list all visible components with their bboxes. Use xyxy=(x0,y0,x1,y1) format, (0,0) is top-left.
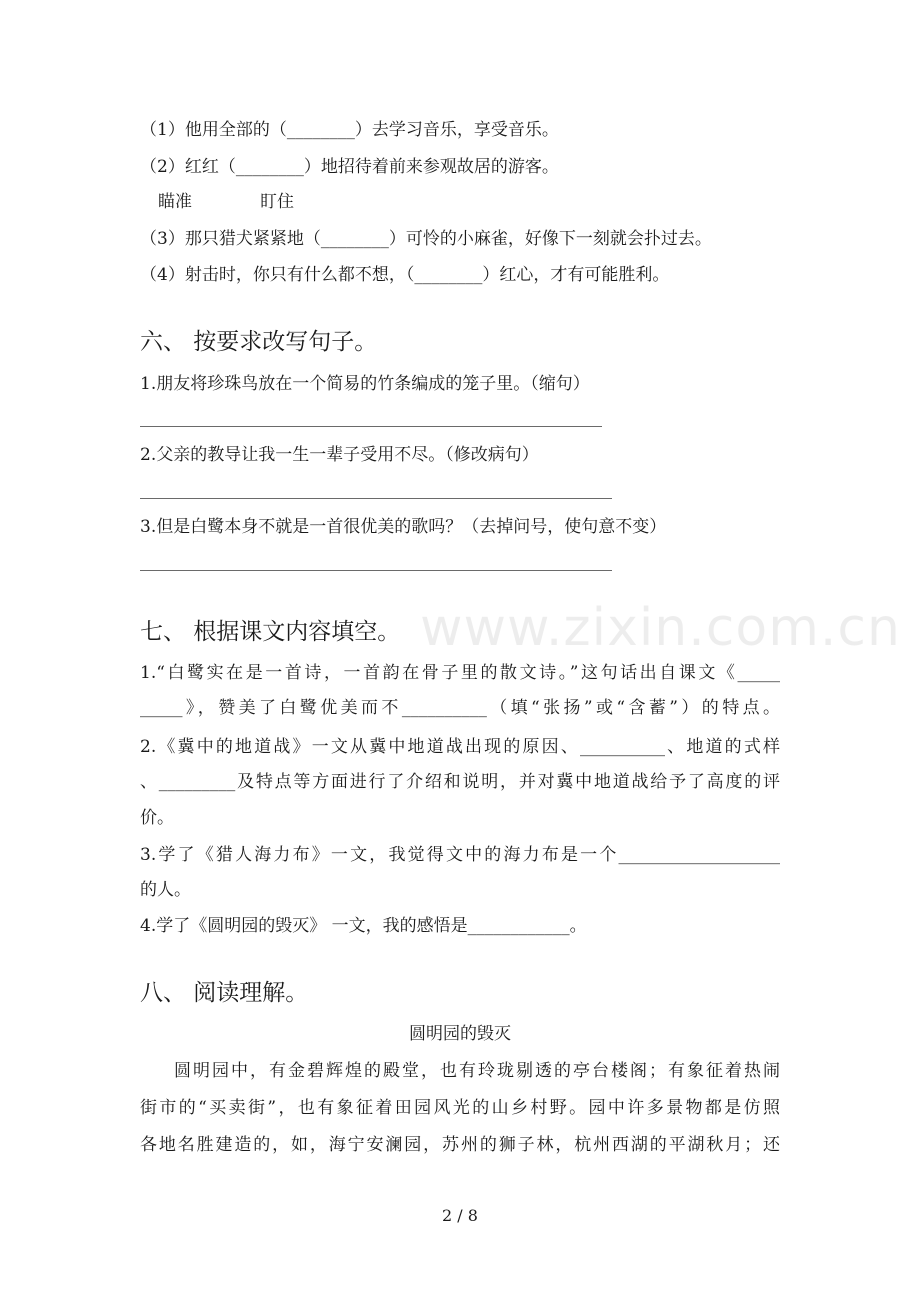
passage-line: 圆明园中，有金碧辉煌的殿堂，也有玲珑剔透的亭台楼阁；有象征着热闹 xyxy=(174,1061,780,1081)
word-choice: 瞄准 xyxy=(158,192,192,212)
question-line: 、_________及特点等方面进行了介绍和说明，并对冀中地道战给予了高度的评 xyxy=(140,772,780,792)
question-line: 3.学了《猎人海力布》一文，我觉得文中的海力布是一个___________________ xyxy=(140,845,780,865)
question-item: （4）射击时，你只有什么都不想，（________）红心，才有可能胜利。 xyxy=(140,265,670,285)
passage-title: 圆明园的毁灭 xyxy=(409,1024,511,1044)
question-item: 3.但是白鹭本身不就是一首很优美的歌吗？（去掉问号，使句意不变） xyxy=(140,517,667,537)
question-item: （3）那只猎犬紧紧地（________）可怜的小麻雀，好像下一刻就会扑过去。 xyxy=(140,229,712,249)
passage-line: 各地名胜建造的，如，海宁安澜园，苏州的狮子林，杭州西湖的平湖秋月；还 xyxy=(140,1135,780,1155)
question-line: 价。 xyxy=(140,808,174,828)
question-item: （2）红红（________）地招待着前来参观故居的游客。 xyxy=(140,157,559,177)
question-line: 的人。 xyxy=(140,880,191,900)
page-number: 2 / 8 xyxy=(442,1206,478,1225)
watermark: www.zixin.com.cn xyxy=(420,598,901,658)
question-item: 2.父亲的教导让我一生一辈子受用不尽。（修改病句） xyxy=(140,445,539,465)
question-item: （1）他用全部的（________）去学习音乐，享受音乐。 xyxy=(140,120,559,140)
section-heading: 六、 按要求改写句子。 xyxy=(140,329,378,355)
question-line: 1.“白鹭实在是一首诗，一首韵在骨子里的散文诗。”这句话出自课文《_____ xyxy=(140,663,780,683)
word-choice: 盯住 xyxy=(260,192,294,212)
answer-line xyxy=(140,570,612,571)
answer-line xyxy=(140,498,612,499)
passage-line: 街市的“买卖街”，也有象征着田园风光的山乡村野。园中许多景物都是仿照 xyxy=(140,1098,780,1118)
question-line: _____》，赞美了白鹭优美而不__________（填“张扬”或“含蓄”）的特点。 xyxy=(140,698,780,718)
section-heading: 八、 阅读理解。 xyxy=(140,980,309,1006)
question-line: 2.《冀中的地道战》一文从冀中地道战出现的原因、__________、地道的式样 xyxy=(140,737,780,757)
answer-line xyxy=(140,426,602,427)
question-line: 4.学了《圆明园的毁灭》 一文，我的感悟是____________。 xyxy=(140,916,587,936)
question-item: 1.朋友将珍珠鸟放在一个简易的竹条编成的笼子里。（缩句） xyxy=(140,374,590,394)
section-heading: 七、 根据课文内容填空。 xyxy=(140,619,401,645)
